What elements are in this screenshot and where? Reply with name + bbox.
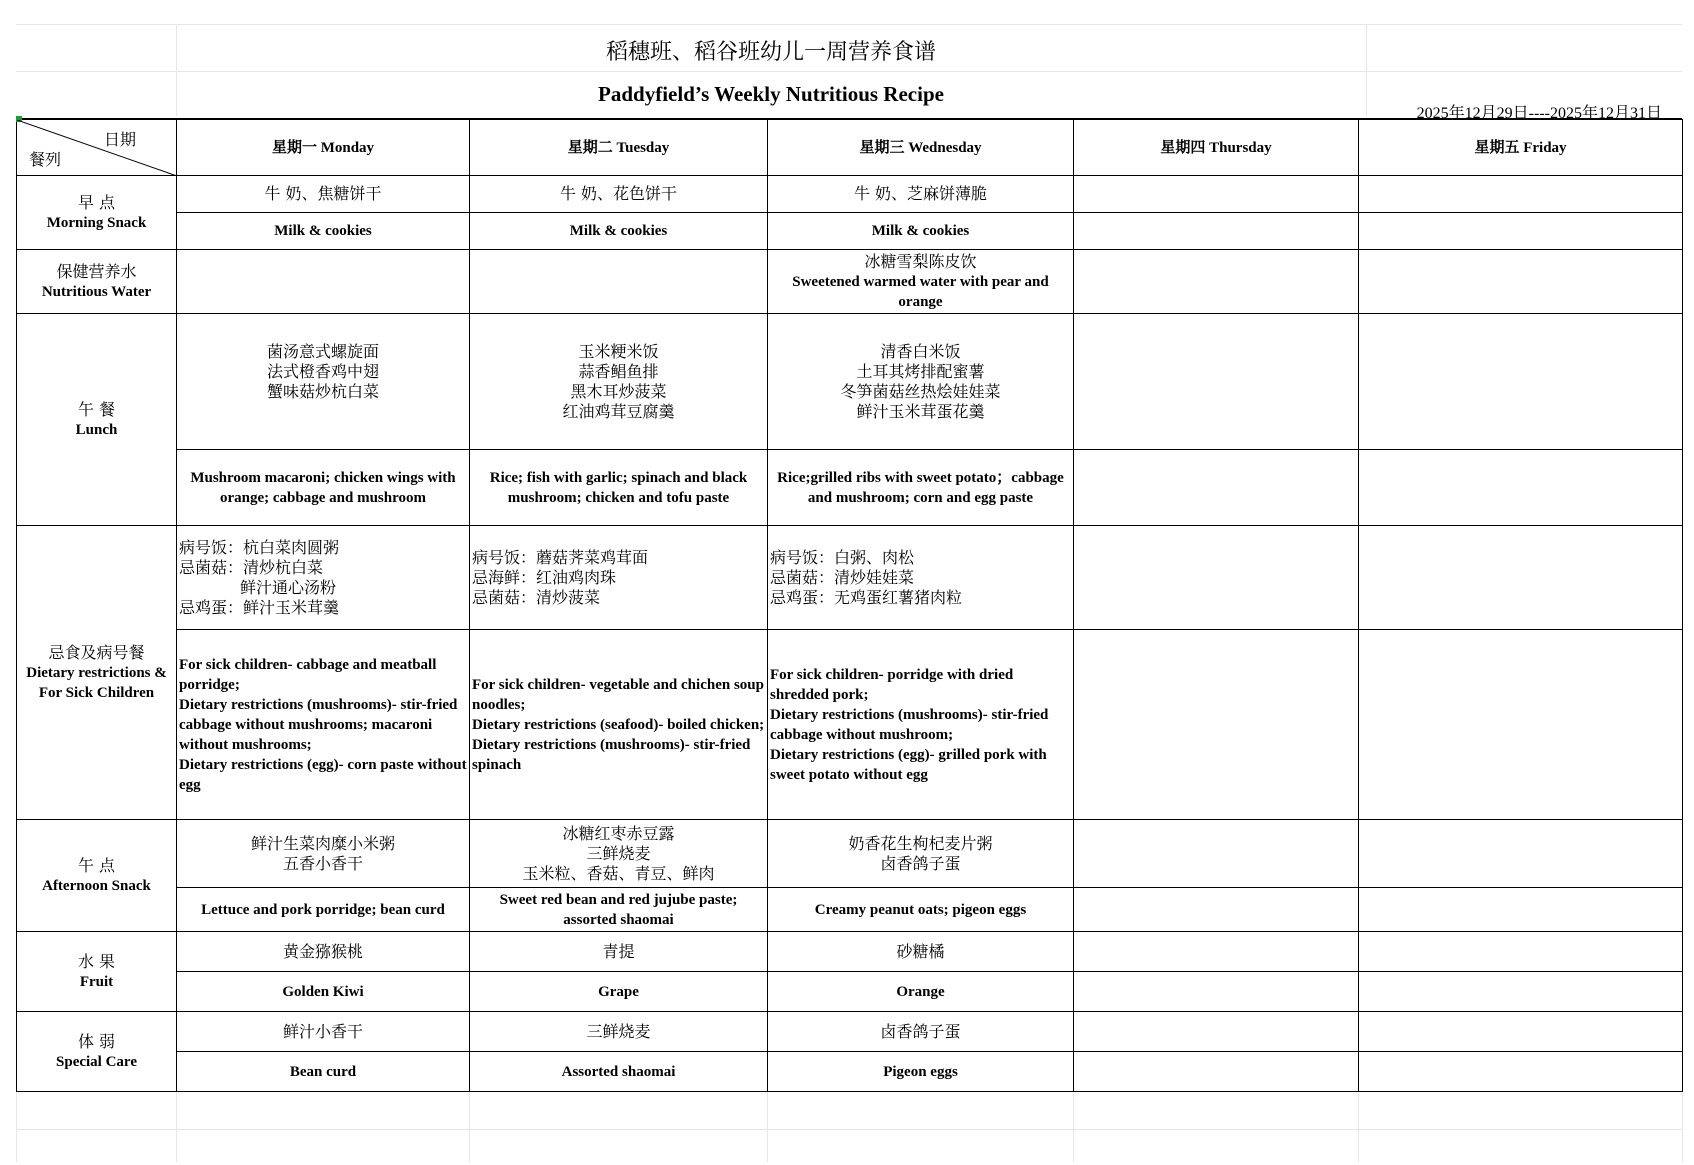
menu-cell: Rice;grilled ribs with sweet potato；cabbage and mushroom; corn and egg paste <box>768 450 1074 526</box>
menu-cell: Assorted shaomai <box>470 1052 768 1092</box>
menu-cell: Grape <box>470 972 768 1012</box>
menu-item: 忌菌菇：清炒杭白菜 <box>179 557 324 577</box>
menu-cell: Lettuce and pork porridge; bean curd <box>177 888 470 932</box>
empty-cell <box>1359 450 1683 526</box>
menu-table <box>16 119 1683 1092</box>
morning-snack-en-row <box>17 213 1683 250</box>
dietary-cn-row <box>17 526 1683 630</box>
empty-cell <box>1074 250 1359 314</box>
special-care-en-row <box>17 1052 1683 1092</box>
row-label-cn: 保健营养水 <box>56 261 137 281</box>
menu-item: 玉米粒、香菇、青豆、鲜肉 <box>522 863 715 883</box>
menu-item: 忌海鲜：红油鸡肉珠 <box>472 567 617 587</box>
row-label-fruit <box>17 932 177 1012</box>
afternoon-snack-en-row <box>17 888 1683 932</box>
menu-item: 冰糖红枣赤豆露 <box>562 823 675 843</box>
page-title-cn: 稻穗班、稻谷班幼儿一周营养食谱 <box>605 40 936 65</box>
menu-cell: 牛 奶、芝麻饼薄脆 <box>768 176 1074 213</box>
row-label-nutritious-water <box>17 250 177 314</box>
grid-line <box>767 1092 768 1162</box>
menu-cell: Milk & cookies <box>470 213 768 250</box>
grid-line <box>176 1092 177 1162</box>
empty-cell <box>1074 630 1359 820</box>
special-care-cn-row <box>17 1012 1683 1052</box>
menu-cell: 牛 奶、花色饼干 <box>470 176 768 213</box>
menu-cell: 鲜汁小香干 <box>177 1012 470 1052</box>
menu-item: 病号饭：蘑菇荠菜鸡茸面 <box>472 547 649 567</box>
menu-item: 清香白米饭 <box>880 341 961 361</box>
menu-cell <box>768 314 1074 450</box>
menu-item: 土耳其烤排配蜜薯 <box>856 361 985 381</box>
empty-cell <box>1074 1012 1359 1052</box>
menu-cell: Rice; fish with garlic; spinach and black mushroom; chicken and tofu paste <box>470 450 768 526</box>
menu-cell <box>177 526 470 630</box>
lunch-cn-row <box>17 314 1683 450</box>
row-label-cn: 早 点 <box>77 192 116 212</box>
row-label-en: Lunch <box>75 421 118 438</box>
menu-cell <box>768 250 1074 314</box>
title-row <box>16 24 1682 72</box>
empty-cell <box>1074 213 1359 250</box>
row-label-cn: 午 点 <box>77 855 116 875</box>
empty-cell <box>1074 820 1359 888</box>
day-header-monday: 星期一 Monday <box>177 120 470 176</box>
empty-cell <box>1074 314 1359 450</box>
menu-cell: Golden Kiwi <box>177 972 470 1012</box>
menu-cell <box>177 630 470 820</box>
menu-item: 忌菌菇：清炒菠菜 <box>472 587 601 607</box>
menu-cell: Mushroom macaroni; chicken wings with orange; cabbage and mushroom <box>177 450 470 526</box>
corner-header-cell <box>17 120 177 176</box>
menu-item: For sick children- porridge with dried shredded pork; <box>770 666 1014 703</box>
menu-item: 病号饭：杭白菜肉圆粥 <box>179 537 340 557</box>
menu-item: 黑木耳炒菠菜 <box>570 381 667 401</box>
menu-item: 忌鸡蛋：无鸡蛋红薯猪肉粒 <box>770 587 963 607</box>
menu-cell <box>768 630 1074 820</box>
date-axis-label: 日期 <box>103 130 136 149</box>
empty-cell <box>1359 1052 1683 1092</box>
row-label-cn: 忌食及病号餐 <box>48 642 145 662</box>
menu-item: 法式橙香鸡中翅 <box>266 361 379 381</box>
grid-line <box>16 1092 17 1162</box>
menu-cell: 砂糖橘 <box>768 932 1074 972</box>
empty-cell <box>1359 888 1683 932</box>
empty-cell <box>1074 526 1359 630</box>
grid-line <box>1073 1092 1074 1162</box>
menu-item-cn: 冰糖雪梨陈皮饮 <box>864 251 977 271</box>
menu-item: 奶香花生枸杞麦片粥 <box>848 833 993 853</box>
day-header-tuesday: 星期二 Tuesday <box>470 120 768 176</box>
row-label-en: Dietary restrictions & For Sick Children <box>26 664 167 701</box>
empty-cell <box>470 250 768 314</box>
menu-item: 红油鸡茸豆腐羹 <box>562 401 675 421</box>
grid-line <box>16 1129 1682 1130</box>
empty-cell <box>1074 888 1359 932</box>
day-header-wednesday: 星期三 Wednesday <box>768 120 1074 176</box>
fruit-en-row <box>17 972 1683 1012</box>
menu-cell: Milk & cookies <box>177 213 470 250</box>
day-header-thursday: 星期四 Thursday <box>1074 120 1359 176</box>
dietary-en-row <box>17 630 1683 820</box>
row-label-en: Special Care <box>56 1053 137 1070</box>
empty-cell <box>1359 176 1683 213</box>
menu-cell: Orange <box>768 972 1074 1012</box>
menu-item: Dietary restrictions (seafood)- boiled chicken; <box>472 716 765 733</box>
header-row <box>17 120 1683 176</box>
empty-cell <box>1074 176 1359 213</box>
menu-item: Dietary restrictions (mushrooms)- stir-fried spinach <box>472 736 751 773</box>
row-label-dietary <box>17 526 177 820</box>
empty-cell <box>1359 526 1683 630</box>
menu-item: 冬笋菌菇丝热烩娃娃菜 <box>840 381 1001 401</box>
menu-item: 菌汤意式螺旋面 <box>266 341 379 361</box>
menu-cell <box>768 526 1074 630</box>
recipe-sheet <box>16 24 1682 1162</box>
menu-item: 鲜汁玉米茸蛋花羹 <box>856 401 985 421</box>
menu-item: 病号饭：白粥、肉松 <box>770 547 915 567</box>
row-label-morning-snack <box>17 176 177 250</box>
meal-axis-label: 餐列 <box>29 150 62 169</box>
menu-cell: 牛 奶、焦糖饼干 <box>177 176 470 213</box>
menu-item: 忌鸡蛋：鲜汁玉米茸羹 <box>179 597 340 617</box>
menu-item: For sick children- cabbage and meatball porridge; <box>179 656 437 693</box>
subtitle-row <box>16 72 1682 122</box>
nutritious-water-row <box>17 250 1683 314</box>
empty-cell <box>1359 630 1683 820</box>
row-label-en: Nutritious Water <box>41 283 152 300</box>
menu-item: Dietary restrictions (egg)- grilled pork with sweet potato without egg <box>770 746 1047 783</box>
menu-item: 鲜汁生菜肉糜小米粥 <box>250 833 395 853</box>
date-range: 2025年12月29日----2025年12月31日 <box>1416 105 1662 122</box>
page-title-en: Paddyfield’s Weekly Nutritious Recipe <box>598 82 944 106</box>
menu-item: Dietary restrictions (mushrooms)- stir-fried cabbage without mushroom; <box>770 706 1049 743</box>
menu-cell: 卤香鸽子蛋 <box>768 1012 1074 1052</box>
grid-line <box>1682 1092 1683 1162</box>
row-label-en: Fruit <box>79 973 114 990</box>
empty-cell <box>1074 1052 1359 1092</box>
empty-sheet-rows <box>16 1092 1682 1162</box>
menu-cell: Bean curd <box>177 1052 470 1092</box>
row-label-cn: 体 弱 <box>77 1031 116 1051</box>
row-label-cn: 水 果 <box>77 951 116 971</box>
empty-cell <box>1359 972 1683 1012</box>
menu-item: 五香小香干 <box>282 853 363 873</box>
menu-cell <box>177 820 470 888</box>
menu-cell: 黄金猕猴桃 <box>177 932 470 972</box>
empty-cell <box>1359 250 1683 314</box>
menu-item: 蟹味菇炒杭白菜 <box>266 381 379 401</box>
grid-line <box>469 1092 470 1162</box>
lunch-en-row <box>17 450 1683 526</box>
menu-cell: Sweet red bean and red jujube paste; assorted shaomai <box>470 888 768 932</box>
empty-cell <box>1359 213 1683 250</box>
menu-item: Dietary restrictions (mushrooms)- stir-fried cabbage without mushrooms; macaroni without mushrooms; <box>179 696 458 753</box>
menu-item: 蒜香鲳鱼排 <box>578 361 659 381</box>
menu-cell <box>470 630 768 820</box>
menu-cell: Pigeon eggs <box>768 1052 1074 1092</box>
empty-cell <box>1074 972 1359 1012</box>
menu-cell <box>470 526 768 630</box>
empty-cell <box>1359 820 1683 888</box>
menu-cell <box>177 314 470 450</box>
menu-cell <box>470 820 768 888</box>
empty-cell <box>1074 932 1359 972</box>
menu-item: Dietary restrictions (egg)- corn paste without egg <box>179 756 467 793</box>
empty-cell <box>177 250 470 314</box>
menu-cell <box>470 314 768 450</box>
fruit-cn-row <box>17 932 1683 972</box>
menu-item-en: Sweetened warmed water with pear and orange <box>792 273 1049 310</box>
row-label-en: Morning Snack <box>46 214 147 231</box>
row-label-cn: 午 餐 <box>77 399 116 419</box>
row-label-special-care <box>17 1012 177 1092</box>
row-label-en: Afternoon Snack <box>42 877 151 894</box>
day-header-friday: 星期五 Friday <box>1359 120 1683 176</box>
row-label-lunch <box>17 314 177 526</box>
grid-line <box>1358 1092 1359 1162</box>
menu-cell: Milk & cookies <box>768 213 1074 250</box>
menu-item: For sick children- vegetable and chichen soup noodles; <box>472 676 764 713</box>
menu-item: 玉米粳米饭 <box>578 341 659 361</box>
menu-cell: 三鲜烧麦 <box>470 1012 768 1052</box>
menu-cell: Creamy peanut oats; pigeon eggs <box>768 888 1074 932</box>
menu-item: 鲜汁通心汤粉 <box>179 577 337 597</box>
empty-cell <box>1359 1012 1683 1052</box>
row-label-afternoon-snack <box>17 820 177 932</box>
menu-cell <box>768 820 1074 888</box>
menu-item: 忌菌菇：清炒娃娃菜 <box>770 567 915 587</box>
empty-cell <box>1359 314 1683 450</box>
menu-cell: 青提 <box>470 932 768 972</box>
empty-cell <box>1359 932 1683 972</box>
menu-item: 三鲜烧麦 <box>586 843 651 863</box>
morning-snack-cn-row <box>17 176 1683 213</box>
empty-cell <box>1074 450 1359 526</box>
afternoon-snack-cn-row <box>17 820 1683 888</box>
menu-item: 卤香鸽子蛋 <box>880 853 961 873</box>
